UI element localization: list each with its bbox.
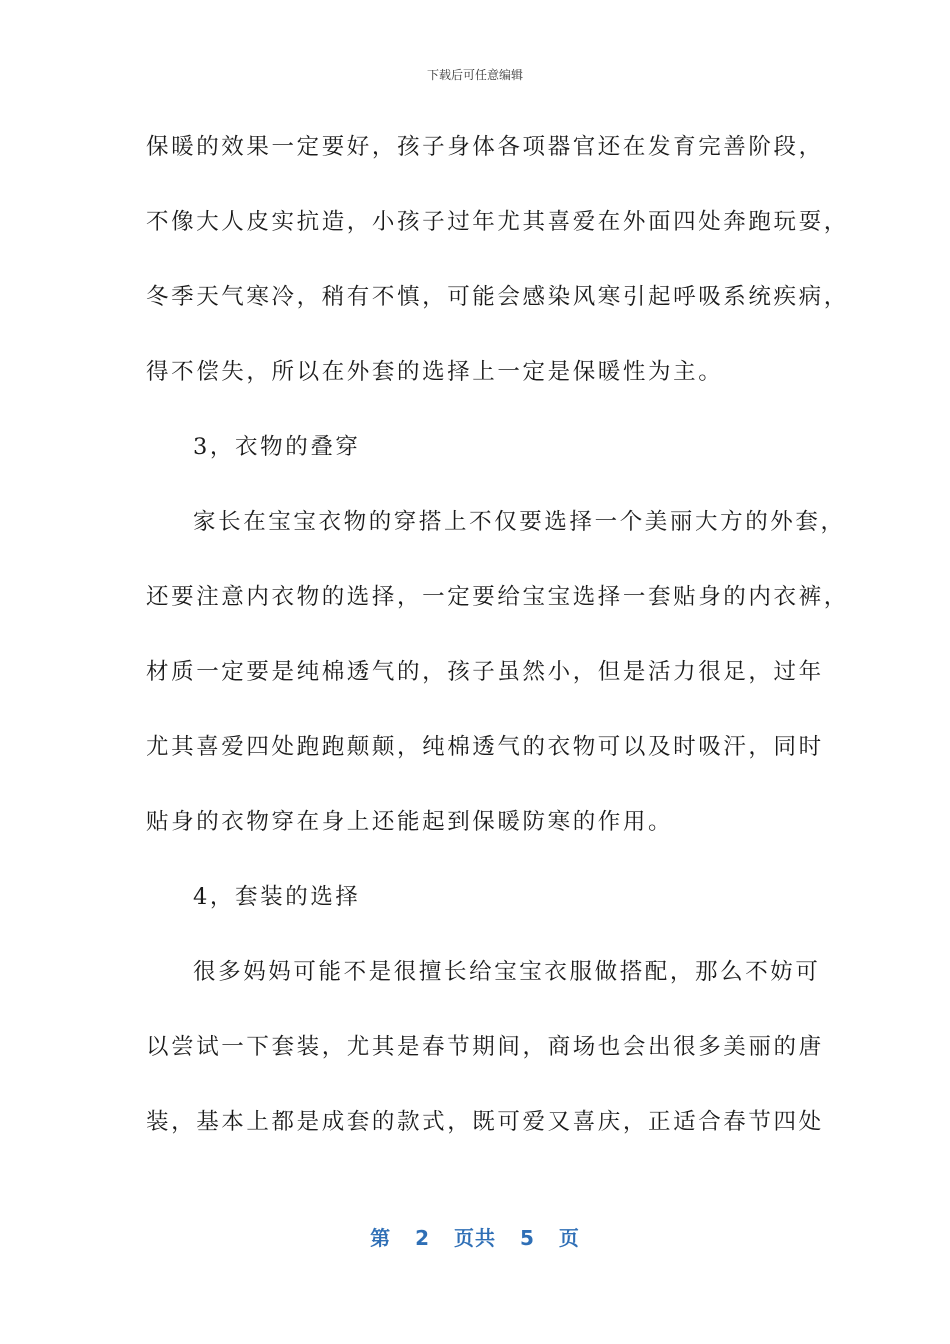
text-line: 尤其喜爱四处跑跑颠颠，纯棉透气的衣物可以及时吸汗，同时 xyxy=(146,734,824,760)
section-heading: 3，衣物的叠穿 xyxy=(193,434,361,460)
text-line: 不像大人皮实抗造，小孩子过年尤其喜爱在外面四处奔跑玩耍， xyxy=(146,209,849,235)
paragraph-start-line: 家长在宝宝衣物的穿搭上不仅要选择一个美丽大方的外套， xyxy=(193,509,846,535)
document-body xyxy=(146,124,849,1174)
footer-middle: 页共 xyxy=(454,1226,496,1250)
header-note: 下载后可任意编辑 xyxy=(426,68,523,82)
footer-suffix: 页 xyxy=(558,1226,580,1250)
current-page-number: 2 xyxy=(415,1226,430,1250)
paragraph-start-line: 很多妈妈可能不是很擅长给宝宝衣服做搭配，那么不妨可 xyxy=(193,959,821,985)
text-line: 材质一定要是纯棉透气的，孩子虽然小，但是活力很足，过年 xyxy=(146,659,824,685)
text-line: 保暖的效果一定要好，孩子身体各项器官还在发育完善阶段， xyxy=(146,134,824,160)
footer-prefix: 第 xyxy=(370,1226,392,1250)
section-heading: 4，套装的选择 xyxy=(193,884,361,910)
text-line: 贴身的衣物穿在身上还能起到保暖防寒的作用。 xyxy=(146,809,674,835)
total-pages-number: 5 xyxy=(520,1226,535,1250)
text-line: 装，基本上都是成套的款式，既可爱又喜庆，正适合春节四处 xyxy=(146,1109,824,1135)
text-line: 还要注意内衣物的选择，一定要给宝宝选择一套贴身的内衣裤， xyxy=(146,584,849,610)
text-line: 以尝试一下套装，尤其是春节期间，商场也会出很多美丽的唐 xyxy=(146,1034,824,1060)
page-footer xyxy=(0,1222,950,1251)
text-line: 得不偿失，所以在外套的选择上一定是保暖性为主。 xyxy=(146,359,724,385)
text-line: 冬季天气寒冷，稍有不慎，可能会感染风寒引起呼吸系统疾病， xyxy=(146,284,849,310)
